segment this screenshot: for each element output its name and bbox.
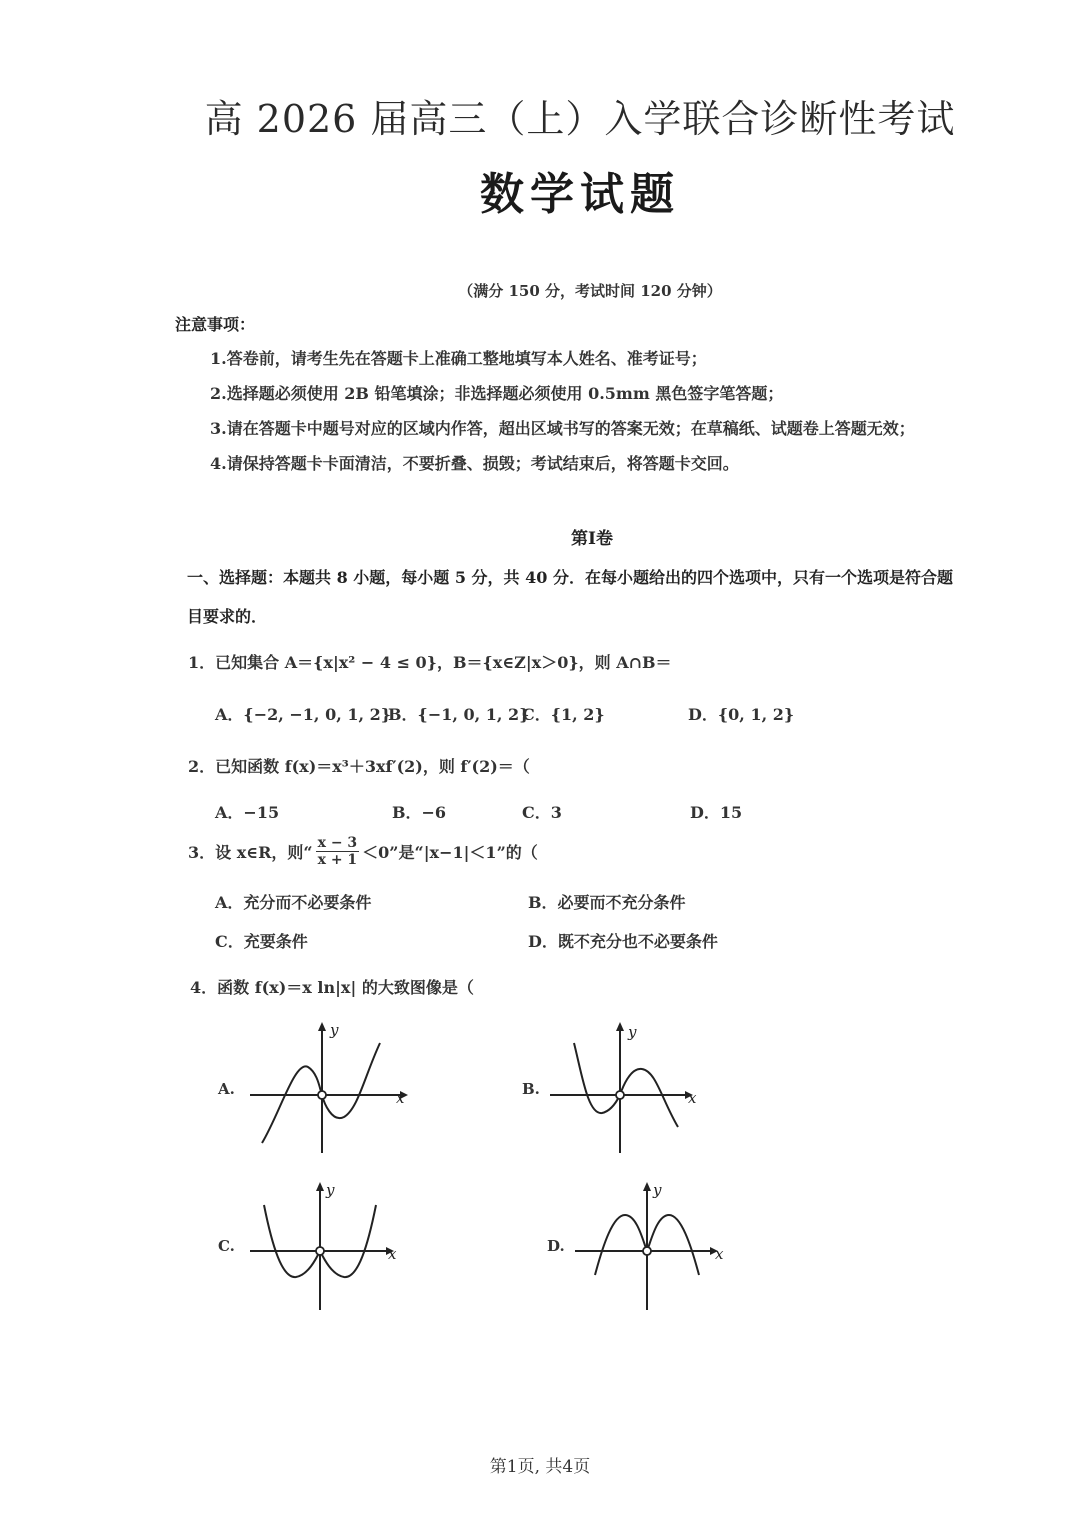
graph-c xyxy=(240,1175,415,1320)
graph-b-x-label: x xyxy=(688,1089,697,1107)
question-3-option-b: B．必要而不充分条件 xyxy=(528,893,686,912)
graph-c-y-label: y xyxy=(326,1181,335,1199)
question-2-stem: 2．已知函数 f(x)＝x³＋3xf′(2)，则 f′(2)＝（ xyxy=(188,757,530,776)
question-1-option-a: A．{−2, −1, 0, 1, 2} xyxy=(215,705,392,724)
question-4-stem: 4．函数 f(x)＝x ln|x| 的大致图像是（ xyxy=(190,978,474,997)
question-2-option-c: C．3 xyxy=(522,803,562,822)
graph-b-label: B. xyxy=(522,1080,540,1098)
notice-item-3: 3.请在答题卡中题号对应的区域内作答，超出区域书写的答案无效；在草稿纸、试题卷上答题无效； xyxy=(210,419,915,438)
graph-a-origin-hole xyxy=(318,1091,326,1099)
exam-subtitle: 数学试题 xyxy=(480,169,680,220)
section-instruction-line1: 一、选择题：本题共 8 小题，每小题 5 分，共 40 分．在每小题给出的四个选项中，只有一个选项是符合题 xyxy=(187,568,953,587)
graph-c-x-label: x xyxy=(388,1245,397,1263)
question-3-stem-prefix: 3．设 x∈R，则“ xyxy=(188,843,313,862)
graph-d-origin-hole xyxy=(643,1247,651,1255)
notice-heading: 注意事项： xyxy=(175,315,256,334)
question-1-stem: 1．已知集合 A＝{x|x² − 4 ≤ 0}，B＝{x∈Z|x＞0}，则 A∩B＝ xyxy=(188,653,672,672)
graph-b-curve xyxy=(574,1043,678,1127)
graph-d xyxy=(565,1175,740,1320)
graph-b-y-arrow xyxy=(616,1022,624,1031)
question-3-option-c: C．充要条件 xyxy=(215,932,308,951)
graph-c-y-arrow xyxy=(316,1182,324,1191)
question-3-option-d: D．既不充分也不必要条件 xyxy=(528,932,718,951)
graph-d-x-label: x xyxy=(715,1245,724,1263)
question-3-stem xyxy=(188,835,538,868)
graph-b-origin-hole xyxy=(616,1091,624,1099)
graph-a-x-label: x xyxy=(396,1089,405,1107)
question-3-stem-suffix: ＜0”是“|x−1|＜1”的（ xyxy=(362,843,538,862)
graph-b-y-label: y xyxy=(628,1023,637,1041)
question-1-option-d: D．{0, 1, 2} xyxy=(688,705,795,724)
graph-a-y-arrow xyxy=(318,1022,326,1031)
graph-a-y-label: y xyxy=(330,1021,339,1039)
graph-c-origin-hole xyxy=(316,1247,324,1255)
graph-d-y-label: y xyxy=(653,1181,662,1199)
question-3-fraction xyxy=(316,835,360,868)
notice-item-2: 2.选择题必须使用 2B 铅笔填涂；非选择题必须使用 0.5mm 黑色签字笔答题； xyxy=(210,384,784,403)
question-1-option-b: B．{−1, 0, 1, 2} xyxy=(388,705,530,724)
question-2-option-a: A．−15 xyxy=(215,803,280,822)
question-1-option-c: C．{1, 2} xyxy=(522,705,605,724)
exam-title: 高 2026 届高三（上）入学联合诊断性考试 xyxy=(204,97,956,141)
volume-heading: 第Ⅰ卷 xyxy=(571,529,613,549)
notice-item-4: 4.请保持答题卡卡面清洁，不要折叠、损毁；考试结束后，将答题卡交回。 xyxy=(210,454,739,473)
graph-a-label: A. xyxy=(218,1080,235,1098)
question-2-option-d: D．15 xyxy=(690,803,743,822)
notice-item-1: 1.答卷前，请考生先在答题卡上准确工整地填写本人姓名、准考证号； xyxy=(210,349,707,368)
graph-d-label: D. xyxy=(547,1237,565,1255)
graph-c-label: C. xyxy=(218,1237,235,1255)
question-3-fraction-denominator: x + 1 xyxy=(317,852,358,868)
question-3-option-a: A．充分而不必要条件 xyxy=(215,893,372,912)
page-footer: 第1页, 共4页 xyxy=(489,1457,591,1477)
question-2-option-b: B．−6 xyxy=(392,803,447,822)
graph-a xyxy=(240,1015,415,1160)
section-instruction-line2: 目要求的． xyxy=(187,607,268,626)
graph-d-y-arrow xyxy=(643,1182,651,1191)
score-time: （满分 150 分，考试时间 120 分钟） xyxy=(458,282,722,300)
question-3-fraction-numerator: x − 3 xyxy=(317,835,358,851)
graph-b xyxy=(540,1015,715,1160)
